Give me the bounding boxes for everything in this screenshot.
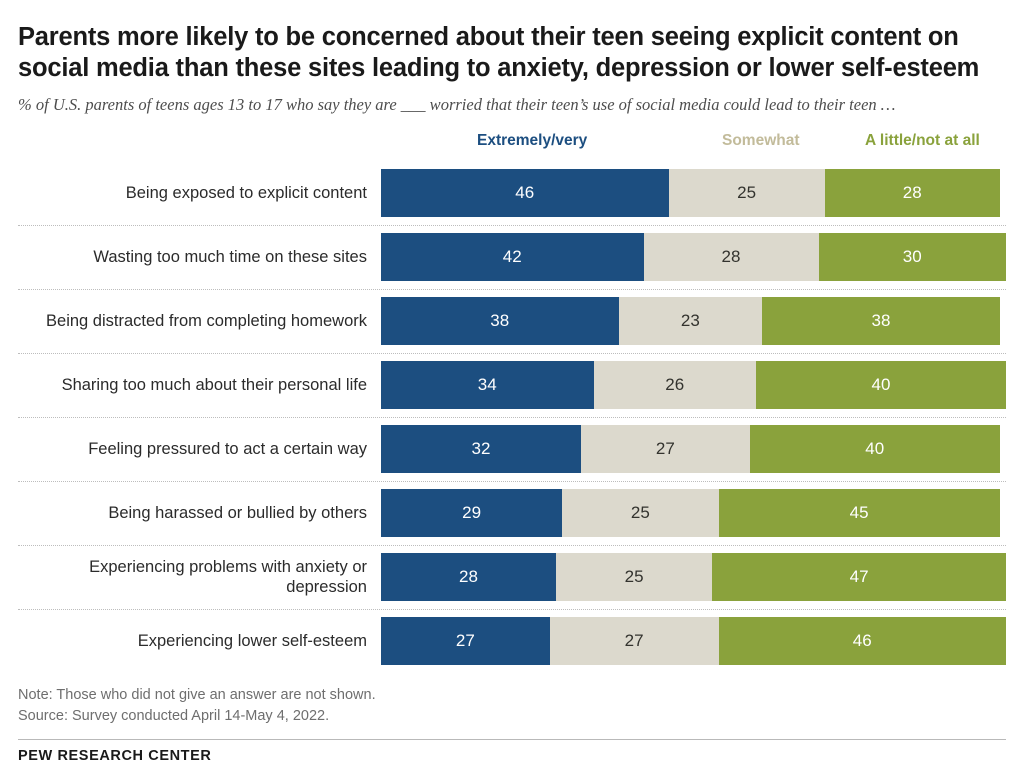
bar-segment-a-little-not-at-all: 38 xyxy=(762,297,1000,345)
chart-row-bars xyxy=(381,610,1006,673)
chart-row-bars xyxy=(381,482,1006,545)
chart-row-label: Being harassed or bullied by others xyxy=(108,503,367,522)
chart-row xyxy=(18,353,1006,417)
chart-row-label: Experiencing problems with anxiety or depression xyxy=(89,557,367,597)
stacked-bar-track xyxy=(381,617,1006,665)
bar-segment-extremely-very: 29 xyxy=(381,489,562,537)
chart-row-label: Wasting too much time on these sites xyxy=(93,247,367,266)
bar-segment-extremely-very: 38 xyxy=(381,297,619,345)
chart-row xyxy=(18,417,1006,481)
chart-row-bars xyxy=(381,546,1006,609)
bar-segment-extremely-very: 46 xyxy=(381,169,669,217)
legend-item-extremely-very: Extremely/very xyxy=(477,131,588,149)
chart-row-bars xyxy=(381,290,1006,353)
bar-segment-extremely-very: 42 xyxy=(381,233,644,281)
stacked-bar-chart xyxy=(18,162,1006,673)
stacked-bar-track xyxy=(381,553,1006,601)
chart-source: Source: Survey conducted April 14-May 4, 2022. xyxy=(18,707,330,724)
bar-segment-a-little-not-at-all: 40 xyxy=(750,425,1000,473)
bar-segment-extremely-very: 27 xyxy=(381,617,550,665)
chart-row-label: Experiencing lower self-esteem xyxy=(137,631,367,650)
stacked-bar-track xyxy=(381,169,1006,217)
bar-segment-somewhat: 27 xyxy=(581,425,750,473)
bar-segment-a-little-not-at-all: 46 xyxy=(719,617,1007,665)
bar-segment-somewhat: 25 xyxy=(669,169,825,217)
chart-row xyxy=(18,162,1006,225)
bar-segment-a-little-not-at-all: 47 xyxy=(712,553,1006,601)
chart-row xyxy=(18,289,1006,353)
bar-segment-a-little-not-at-all: 45 xyxy=(719,489,1000,537)
legend-item-a-little-not-at-all: A little/not at all xyxy=(865,131,980,149)
footer-divider xyxy=(18,739,1006,740)
bar-segment-a-little-not-at-all: 28 xyxy=(825,169,1000,217)
chart-row-label: Being distracted from completing homework xyxy=(46,311,367,330)
chart-row xyxy=(18,545,1006,609)
legend-item-somewhat: Somewhat xyxy=(722,131,800,149)
chart-row-bars xyxy=(381,354,1006,417)
stacked-bar-track xyxy=(381,233,1006,281)
chart-row-bars xyxy=(381,226,1006,289)
chart-row-bars xyxy=(381,162,1006,225)
chart-subtitle: % of U.S. parents of teens ages 13 to 17 who say they are ___ worried that their teen’s use of social media could lead to their teen … xyxy=(18,95,896,115)
bar-segment-extremely-very: 28 xyxy=(381,553,556,601)
bar-segment-a-little-not-at-all: 30 xyxy=(819,233,1007,281)
chart-note: Note: Those who did not give an answer are not shown. xyxy=(18,686,376,703)
bar-segment-a-little-not-at-all: 40 xyxy=(756,361,1006,409)
stacked-bar-track xyxy=(381,489,1006,537)
chart-row-label: Being exposed to explicit content xyxy=(125,183,367,202)
bar-segment-somewhat: 25 xyxy=(562,489,718,537)
chart-row-label: Sharing too much about their personal life xyxy=(61,375,367,394)
stacked-bar-track xyxy=(381,425,1006,473)
bar-segment-somewhat: 23 xyxy=(619,297,763,345)
bar-segment-somewhat: 27 xyxy=(550,617,719,665)
stacked-bar-track xyxy=(381,361,1006,409)
chart-footer xyxy=(18,685,1006,764)
page-title: Parents more likely to be concerned about their teen seeing explicit content on social media than these sites leading to anxiety, depression or lower self-esteem xyxy=(18,23,980,83)
chart-row xyxy=(18,225,1006,289)
chart-legend xyxy=(18,132,1006,156)
bar-segment-extremely-very: 34 xyxy=(381,361,594,409)
stacked-bar-track xyxy=(381,297,1006,345)
chart-row-label: Feeling pressured to act a certain way xyxy=(88,439,367,458)
bar-segment-extremely-very: 32 xyxy=(381,425,581,473)
chart-row-bars xyxy=(381,418,1006,481)
chart-row xyxy=(18,481,1006,545)
bar-segment-somewhat: 26 xyxy=(594,361,757,409)
brand-label: PEW RESEARCH CENTER xyxy=(18,747,212,764)
bar-segment-somewhat: 25 xyxy=(556,553,712,601)
bar-segment-somewhat: 28 xyxy=(644,233,819,281)
chart-row xyxy=(18,609,1006,673)
